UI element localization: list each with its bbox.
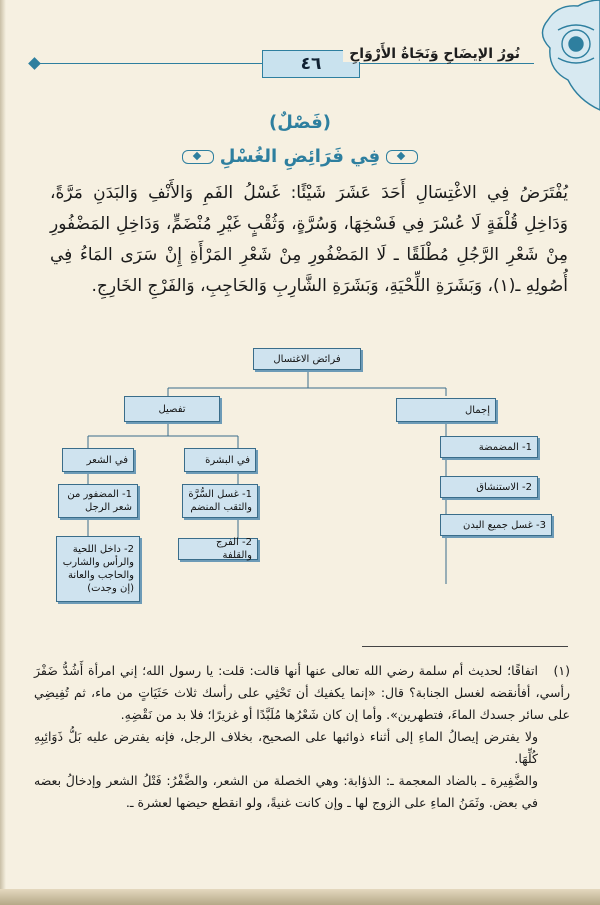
main-paragraph: يُفْتَرَضُ فِي الاغْتِسَالِ أَحَدَ عَشَرَ شَيْئًا: غَسْلُ الفَمِ وَالأَنْفِ وَالبَدَنِ مَرَّةً، وَدَاخِلِ قُلْفَةٍ لَا عُسْرَ فِي فَسْخِهَا، وَسُرَّةٍ، وَثُقْبٍ غَيْرِ مُنْضَمٍّ، وَدَاخِلِ المَضْفُورِ مِنْ شَعْرِ الرَّجُلِ مُطْلَقًا ـ لَا المَضْفُورِ مِنْ شَعْرِ المَرْأَةِ إِنْ سَرَى المَاءُ فِي أُصُولِهِ ـ(١)، وَبَشَرَةِ اللِّحْيَةِ، وَبَشَرَةِ الشَّارِبِ وَالحَاجِبِ، وَالفَرْجِ الخَارِجِ. xyxy=(50,183,568,296)
page-number: ٤٦ xyxy=(262,50,360,78)
footnote-paragraph: ولا يفترض إيصالُ الماءِ إلى أثناء ذوائبها على الصحيح، بخلاف الرجل، فإنه يفترض عليه بَلُّ ذَوَائِبِهِ كُلِّهَا. xyxy=(34,729,538,766)
running-title: نُورُ الإيضَاحِ وَنَجَاةُ الأَرْوَاحِ xyxy=(343,46,526,62)
page-header xyxy=(34,48,534,80)
chart-bashara-item: 2- الفرج والقلفة xyxy=(178,538,258,560)
chart-ijmal-item: 1- المضمضة xyxy=(440,436,538,458)
chart-branch-tafsil: تفصيل xyxy=(124,396,220,422)
chart-shaar: في الشعر xyxy=(62,448,134,472)
footnote-paragraph: والضَّفِيرة ـ بالضاد المعجمة ـ: الذؤابة: وهي الخصلة من الشعر، والضَّفْرُ: فَتْلُ الشعر وإدخالُ بعضه في بعض. وثَمَنُ الماءِ على الزوج لها ـ وإن كانت غنيةً، ولو انقطع حيضها لعشرة ـ. xyxy=(34,773,538,810)
footnote-number: (١) xyxy=(553,663,570,678)
chart-branch-ijmal: إجمال xyxy=(396,398,496,422)
section-title: (فَصْلٌ) xyxy=(268,112,332,133)
section-subtitle: فِي فَرَائِضِ الغُسْلِ xyxy=(219,146,381,167)
ornament-icon xyxy=(386,150,418,164)
chart-ijmal-item: 3- غسل جميع البدن xyxy=(440,514,552,536)
footnote xyxy=(34,660,570,814)
page-edge-shadow xyxy=(0,0,6,905)
page-bottom-shadow xyxy=(0,889,600,905)
chart-shaar-item: 1- المضفور من شعر الرجل xyxy=(58,484,138,518)
chart-ijmal-item: 2- الاستنشاق xyxy=(440,476,538,498)
chart-bashara-item: 1- غسل السُّرَّة والثقب المنضم xyxy=(182,484,258,518)
footnote-paragraph: اتفاقًا؛ لحديث أم سلمة رضي الله تعالى عنها أنها قالت: قلت: يا رسول الله؛ إني امرأة أَشُدُّ ضَفْرَ رأسي، أفأنقضه لغسل الجنابة؟ قال: «إنما يكفيك أن تَحْثِي على رأسك ثلاث حَثَيَاتٍ من ماء، ثم تُفِيضِي على سائر جسدك الماءَ، فتطهرين». وأما إن كان شَعْرُها مُلَبَّدًا أو غزيرًا؛ فلا بد من نَقْضِهِ. xyxy=(34,663,570,722)
corner-ornament-icon xyxy=(528,0,600,120)
header-diamond-icon xyxy=(28,57,41,70)
ornament-icon xyxy=(182,150,214,164)
section-subtitle-row xyxy=(0,146,600,167)
flowchart xyxy=(48,344,568,616)
chart-bashara: في البشرة xyxy=(184,448,256,472)
chart-shaar-item: 2- داخل اللحية والرأس والشارب والحاجب والعانة (إن وجدت) xyxy=(56,536,140,602)
footnote-separator xyxy=(362,646,568,647)
chart-root: فرائض الاغتسال xyxy=(253,348,361,370)
